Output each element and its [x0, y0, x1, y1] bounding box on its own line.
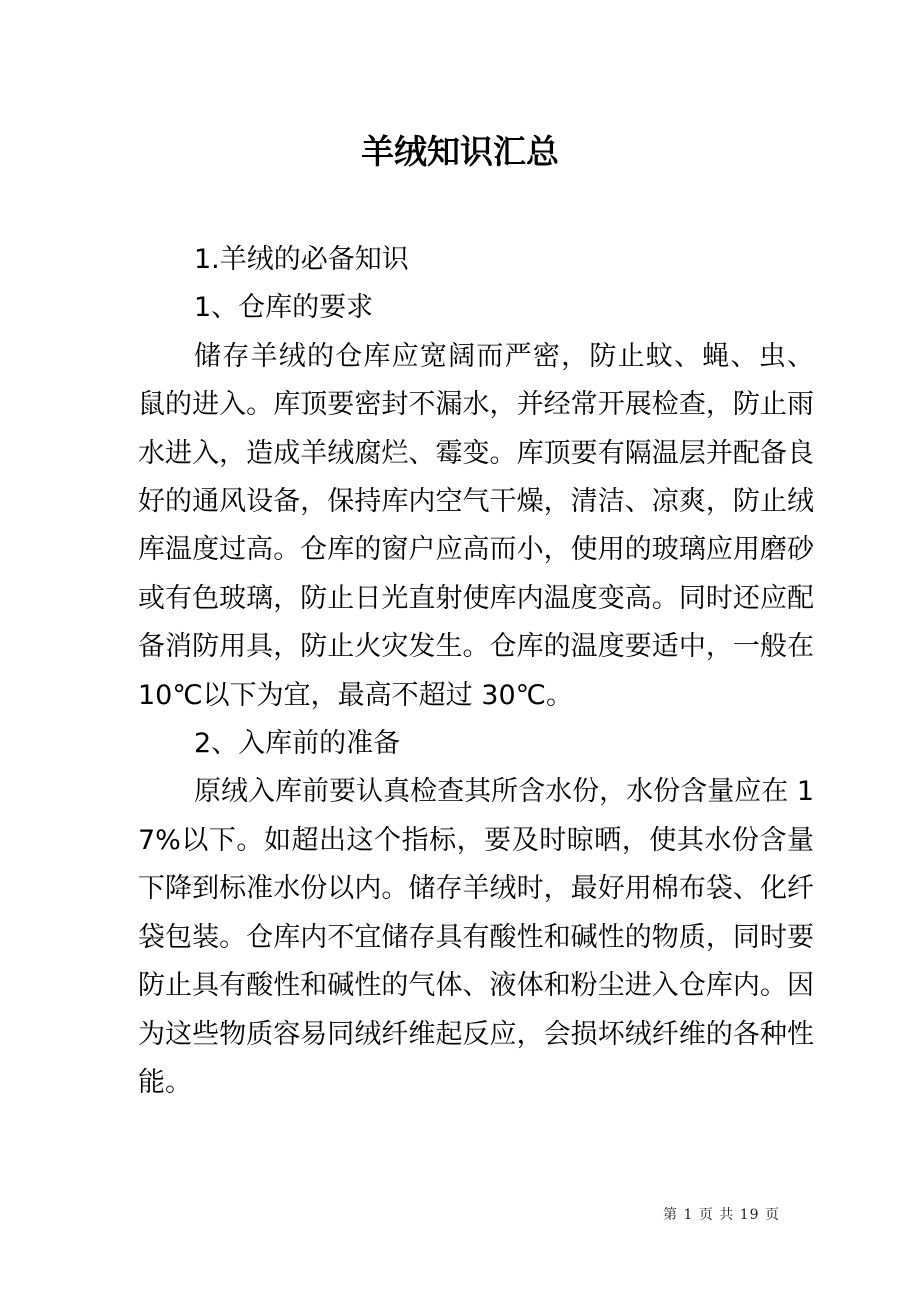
page-number: 第 1 页 共 19 页 — [663, 1207, 780, 1223]
section-heading: 1.羊绒的必备知识 — [194, 244, 409, 275]
subsection-heading-preparation: 2、入库前的准备 — [194, 728, 401, 760]
paragraph-preparation: 原绒入库前要认真检查其所含水份，水份含量应在 17%以下。如超出这个指标，要及时晾晒，使其水份含量下降到标准水份以内。储存羊绒时，最好用棉布袋、化纤袋包装。仓库内不宜储存具有酸性和碱性的物质，同时要防止具有酸性和碱性的气体、液体和粉尘进入仓库内。因为这些物质容易同绒纤维起反应，会损坏绒纤维的各种性能。 — [138, 776, 814, 1098]
document-body — [138, 236, 814, 1107]
subsection-heading-warehouse: 1、仓库的要求 — [194, 292, 374, 324]
document-title: 羊绒知识汇总 — [361, 132, 559, 171]
paragraph-warehouse-requirements: 储存羊绒的仓库应宽阔而严密，防止蚊、蝇、虫、鼠的进入。库顶要密封不漏水，并经常开展检查，防止雨水进入，造成羊绒腐烂、霉变。库顶要有隔温层并配备良好的通风设备，保持库内空气干燥，清洁、凉爽，防止绒库温度过高。仓库的窗户应高而小，使用的玻璃应用磨砂或有色玻璃，防止日光直射使库内温度变高。同时还应配备消防用具，防止火灾发生。仓库的温度要适中，一般在 10℃以下为宜，最高不超过 30℃。 — [138, 340, 814, 711]
